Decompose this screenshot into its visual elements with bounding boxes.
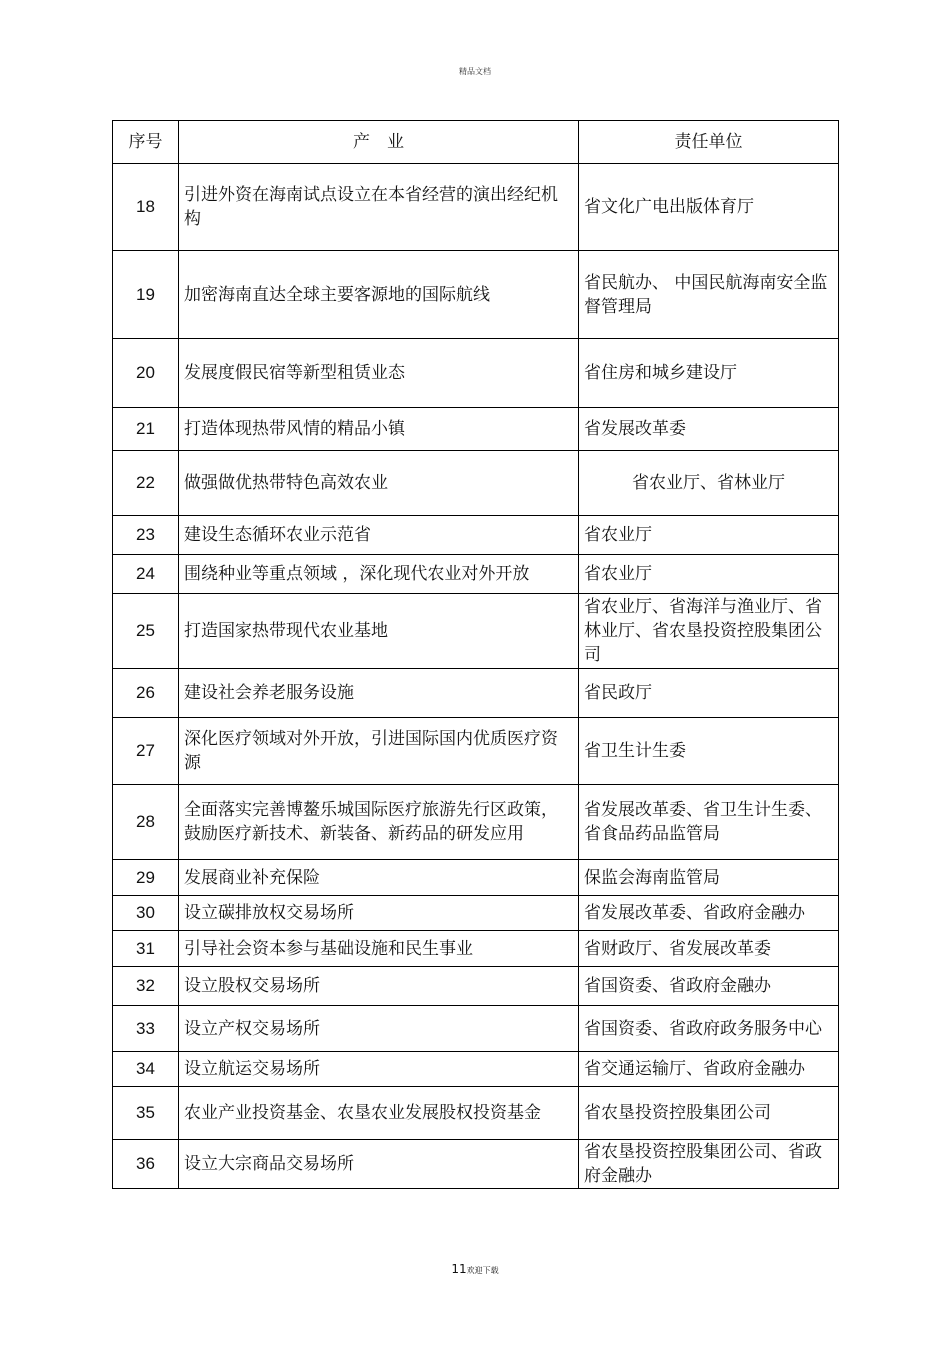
row-industry: 打造体现热带风情的精品小镇 bbox=[179, 408, 579, 451]
row-industry: 建设社会养老服务设施 bbox=[179, 669, 579, 718]
table-row bbox=[113, 1140, 839, 1189]
table-row bbox=[113, 594, 839, 669]
row-industry: 设立股权交易场所 bbox=[179, 967, 579, 1006]
row-number: 33 bbox=[113, 1006, 179, 1052]
row-industry: 加密海南直达全球主要客源地的国际航线 bbox=[179, 251, 579, 339]
table-body bbox=[113, 164, 839, 1189]
row-industry: 打造国家热带现代农业基地 bbox=[179, 594, 579, 669]
table-row bbox=[113, 931, 839, 967]
row-unit: 省发展改革委、省卫生计生委、省食品药品监管局 bbox=[579, 785, 839, 860]
row-industry: 做强做优热带特色高效农业 bbox=[179, 451, 579, 516]
table-row bbox=[113, 516, 839, 555]
row-number: 19 bbox=[113, 251, 179, 339]
table-header-row bbox=[113, 121, 839, 164]
table-row bbox=[113, 1052, 839, 1087]
row-industry: 全面落实完善博鳌乐城国际医疗旅游先行区政策，鼓励医疗新技术、新装备、新药品的研发应用 bbox=[179, 785, 579, 860]
responsibility-table bbox=[112, 120, 839, 1189]
row-industry: 围绕种业等重点领域 ，深化现代农业对外开放 bbox=[179, 555, 579, 594]
row-number: 30 bbox=[113, 896, 179, 931]
row-number: 27 bbox=[113, 718, 179, 785]
table-row bbox=[113, 896, 839, 931]
row-industry: 深化医疗领域对外开放，引进国际国内优质医疗资源 bbox=[179, 718, 579, 785]
row-number: 28 bbox=[113, 785, 179, 860]
row-number: 31 bbox=[113, 931, 179, 967]
row-industry: 农业产业投资基金、农垦农业发展股权投资基金 bbox=[179, 1087, 579, 1140]
table-row bbox=[113, 785, 839, 860]
row-unit: 省民航办、 中国民航海南安全监督管理局 bbox=[579, 251, 839, 339]
row-industry: 发展度假民宿等新型租赁业态 bbox=[179, 339, 579, 408]
table-row bbox=[113, 408, 839, 451]
row-unit: 省农业厅、省海洋与渔业厅、省林业厅、省农垦投资控股集团公司 bbox=[579, 594, 839, 669]
row-unit: 保监会海南监管局 bbox=[579, 860, 839, 896]
table-row bbox=[113, 451, 839, 516]
row-number: 20 bbox=[113, 339, 179, 408]
table-row bbox=[113, 1006, 839, 1052]
table-row bbox=[113, 339, 839, 408]
row-unit: 省交通运输厅、省政府金融办 bbox=[579, 1052, 839, 1087]
row-unit: 省农业厅 bbox=[579, 516, 839, 555]
row-unit: 省国资委、省政府金融办 bbox=[579, 967, 839, 1006]
row-number: 29 bbox=[113, 860, 179, 896]
footer-note: 欢迎下载 bbox=[466, 1266, 499, 1275]
row-unit: 省发展改革委、省政府金融办 bbox=[579, 896, 839, 931]
row-number: 26 bbox=[113, 669, 179, 718]
row-unit: 省农垦投资控股集团公司 bbox=[579, 1087, 839, 1140]
row-unit: 省农业厅、省林业厅 bbox=[579, 451, 839, 516]
table-row bbox=[113, 164, 839, 251]
row-unit: 省发展改革委 bbox=[579, 408, 839, 451]
row-unit: 省农业厅 bbox=[579, 555, 839, 594]
table-row bbox=[113, 860, 839, 896]
row-unit: 省国资委、省政府政务服务中心 bbox=[579, 1006, 839, 1052]
table-row bbox=[113, 251, 839, 339]
row-industry: 设立碳排放权交易场所 bbox=[179, 896, 579, 931]
row-industry: 设立航运交易场所 bbox=[179, 1052, 579, 1087]
row-number: 22 bbox=[113, 451, 179, 516]
row-industry: 引进外资在海南试点设立在本省经营的演出经纪机构 bbox=[179, 164, 579, 251]
row-unit: 省民政厅 bbox=[579, 669, 839, 718]
row-industry: 发展商业补充保险 bbox=[179, 860, 579, 896]
row-industry: 建设生态循环农业示范省 bbox=[179, 516, 579, 555]
table-row bbox=[113, 669, 839, 718]
row-unit: 省文化广电出版体育厅 bbox=[579, 164, 839, 251]
header-note: 精品文档 bbox=[459, 67, 491, 76]
row-industry: 设立产权交易场所 bbox=[179, 1006, 579, 1052]
table-row bbox=[113, 718, 839, 785]
row-number: 35 bbox=[113, 1087, 179, 1140]
row-number: 23 bbox=[113, 516, 179, 555]
row-industry: 设立大宗商品交易场所 bbox=[179, 1140, 579, 1189]
table-row bbox=[113, 1087, 839, 1140]
row-number: 18 bbox=[113, 164, 179, 251]
page-number: 11 bbox=[451, 1262, 467, 1276]
header-unit: 责任单位 bbox=[579, 121, 839, 164]
row-unit: 省财政厅、省发展改革委 bbox=[579, 931, 839, 967]
row-number: 32 bbox=[113, 967, 179, 1006]
table-row bbox=[113, 555, 839, 594]
row-unit: 省住房和城乡建设厅 bbox=[579, 339, 839, 408]
footer bbox=[0, 1262, 950, 1276]
row-number: 36 bbox=[113, 1140, 179, 1189]
row-number: 25 bbox=[113, 594, 179, 669]
row-number: 34 bbox=[113, 1052, 179, 1087]
row-unit: 省农垦投资控股集团公司、省政府金融办 bbox=[579, 1140, 839, 1189]
table-row bbox=[113, 967, 839, 1006]
row-number: 24 bbox=[113, 555, 179, 594]
header-no: 序号 bbox=[113, 121, 179, 164]
row-number: 21 bbox=[113, 408, 179, 451]
header-industry: 产 业 bbox=[179, 121, 579, 164]
row-industry: 引导社会资本参与基础设施和民生事业 bbox=[179, 931, 579, 967]
row-unit: 省卫生计生委 bbox=[579, 718, 839, 785]
